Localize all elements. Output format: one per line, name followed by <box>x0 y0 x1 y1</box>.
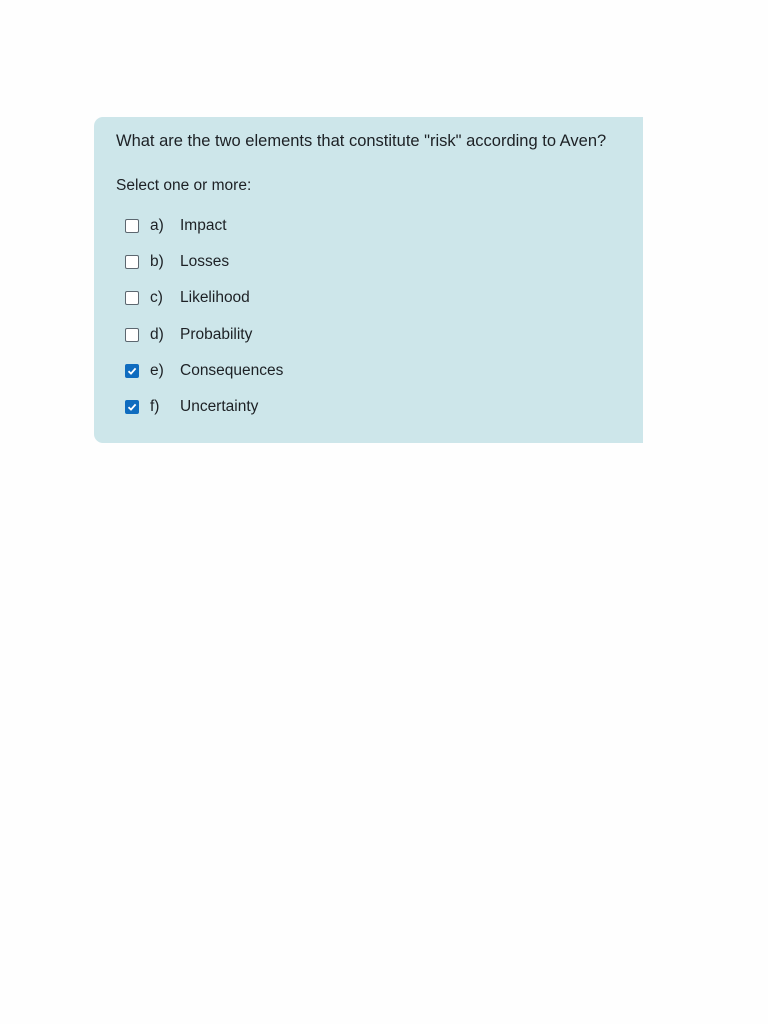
option-b[interactable] <box>125 244 283 280</box>
checkbox-b[interactable] <box>125 255 139 269</box>
option-letter: c) <box>150 289 163 307</box>
checkbox-e[interactable] <box>125 364 139 378</box>
option-letter: d) <box>150 325 164 343</box>
option-label: Losses <box>180 253 230 271</box>
option-letter: b) <box>150 253 164 271</box>
checkmark-icon <box>127 366 137 376</box>
option-letter: f) <box>150 398 160 416</box>
option-label: Uncertainty <box>180 398 259 416</box>
option-d[interactable] <box>125 317 283 353</box>
option-e[interactable] <box>125 353 283 389</box>
checkbox-c[interactable] <box>125 291 139 305</box>
option-letter: a) <box>150 217 164 235</box>
checkbox-a[interactable] <box>125 219 139 233</box>
checkmark-icon <box>127 402 137 412</box>
checkbox-f[interactable] <box>125 400 139 414</box>
option-c[interactable] <box>125 280 283 316</box>
option-label: Likelihood <box>180 289 250 307</box>
question-card <box>94 117 643 443</box>
option-f[interactable] <box>125 389 283 425</box>
option-label: Consequences <box>180 361 284 379</box>
question-text: What are the two elements that constitute "risk" according to Aven? <box>116 132 607 150</box>
checkbox-d[interactable] <box>125 328 139 342</box>
option-letter: e) <box>150 361 164 379</box>
option-a[interactable] <box>125 208 283 244</box>
select-prompt: Select one or more: <box>116 177 252 194</box>
answer-options <box>125 208 283 425</box>
option-label: Probability <box>180 325 253 343</box>
option-label: Impact <box>180 217 227 235</box>
